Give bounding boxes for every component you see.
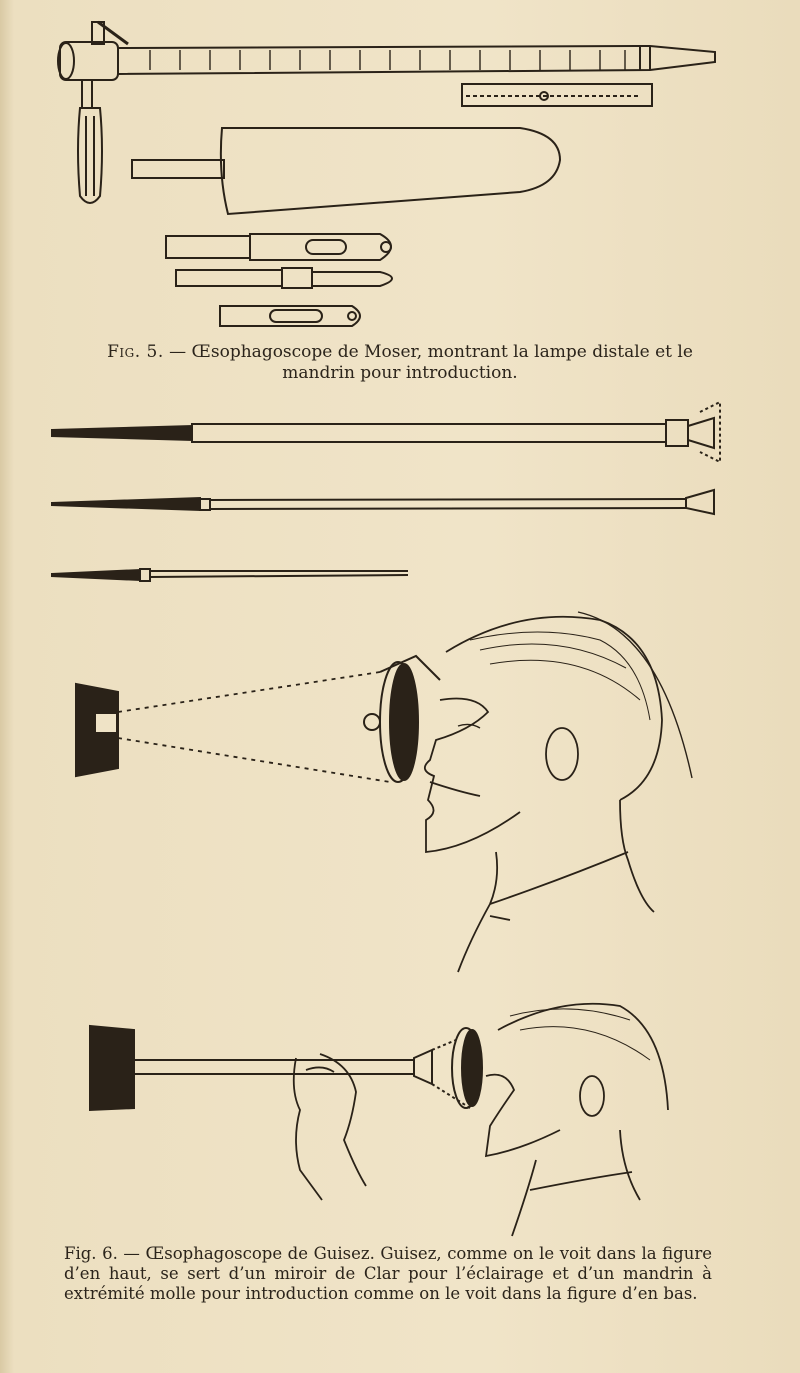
moser-lamp-wire [462,84,652,106]
man-head-top [425,612,692,972]
guisez-tube-in-use [114,1028,482,1108]
figure-6-caption [64,1244,712,1304]
moser-handle [58,22,128,203]
moser-mandrin [132,128,560,214]
figure-6-label: Fig. 6. [64,1244,118,1263]
figure-5-label: Fig. 5. [107,342,164,362]
moser-distal-lamp-parts [166,234,392,326]
guisez-mandrin-rod [52,490,714,514]
figure-6-caption-text: — Œsophagoscope de Guisez. Guisez, comme on le voit dans la figure d’en haut, se sert d’un miroir de Clar pour l’éclairage et d’un mandrin à extrémité molle pour introduction comme on le voit dans la figure d’en bas. [64,1244,712,1303]
guisez-short-rod [52,569,408,581]
illuminated-target-top [76,684,118,776]
light-beam-top [118,672,390,782]
illuminated-target-bottom [90,1026,134,1110]
guisez-graduated-tube [52,402,720,462]
figure-5-caption [100,342,700,384]
clar-mirror [364,656,440,782]
man-head-bottom [486,1004,668,1236]
tube-graduations [150,50,625,70]
moser-oesophagoscope-tube [118,46,715,74]
hand-holding-tube [294,1054,366,1200]
figure-5-caption-text: — Œsophagoscope de Moser, montrant la lampe distale et le mandrin pour introduction. [169,342,693,383]
